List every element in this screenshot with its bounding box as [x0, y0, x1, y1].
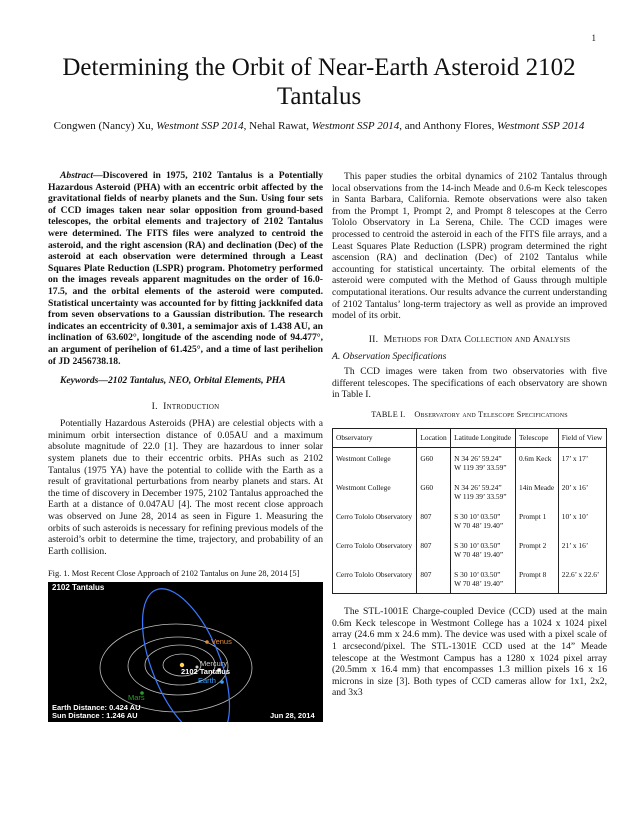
- section-heading-introduction: I. Introduction: [151, 400, 220, 412]
- paper-title: Determining the Orbit of Near-Earth Asteroid 2102 Tantalus: [62, 54, 576, 110]
- table-cell: S 30 10’ 03.50” W 70 48’ 19.40”: [451, 564, 516, 594]
- author-name: Congwen (Nancy) Xu: [53, 120, 151, 132]
- table-cell: 807: [417, 535, 451, 564]
- table-cell: Cerro Tololo Observatory: [333, 535, 417, 564]
- table-header-row: [333, 429, 607, 448]
- earth-distance-readout: Earth Distance: 0.424 AU: [52, 703, 141, 713]
- sun-distance-readout: Sun Distance : 1.246 AU: [52, 711, 138, 721]
- table-cell: 0.6m Keck: [516, 448, 559, 478]
- figure-caption: Fig. 1. Most Recent Close Approach of 2102 Tantalus on June 28, 2014 [5]: [48, 569, 300, 579]
- earth-dot: [220, 681, 224, 685]
- table-cell: Prompt 1: [516, 506, 559, 535]
- table-cell: G60: [417, 477, 451, 506]
- venus-dot: [205, 641, 209, 645]
- table-cell: Prompt 8: [516, 564, 559, 594]
- table-cell: N 34 26’ 59.24” W 119 39’ 33.59”: [451, 477, 516, 506]
- table-cell: 14in Meade: [516, 477, 559, 506]
- ccd-paragraph: The STL-1001E Charge-coupled Device (CCD) used at the main 0.6m Keck telescope in Westmont College has a 1024 x 1024 pixel array (24.6 mm x 24.6 mm). The device was used with a pixel scale of 1 arcsecond/pixel. The STL-1301E CCD used at the 14” Meade telescope at the Westmont Campus has a 1280 x 1024 pixel array (20.5mm x 16.4 mm) that encompasses 1.3 million pixels 16 x 16 microns in size [3]. Both types of CCD cameras allow for 1x1, 2x2, and 3x3: [332, 606, 607, 699]
- author-list: Congwen (Nancy) Xu, Westmont SSP 2014, Nehal Rawat, Westmont SSP 2014, and Anthony Flores, Westmont SSP 2014: [53, 120, 585, 132]
- asteroid-label: 2102 Tantalus: [181, 667, 231, 677]
- introduction-paragraph: Potentially Hazardous Asteroids (PHA) are celestial objects with a minimum orbit intersection distance of 0.05AU and a maximum absolute magnitude of 22.0 [1]. They are hazardous to inner solar system planets due to their eccentric orbits. PHAs such as 2102 Tantalus (1975 YA) have the potential to collide with the Earth as a result of gravitational perturbations from nearby planets and stars. At the time of discovery in December 1975, 2102 Tantalus approached the Earth at a distance of 0.047AU [4]. The most recent close approach was observed on June 28, 2014 as seen in Figure 1. Measuring the orbits of such asteroids is necessary for refining previous models of the asteroid’s orbit to determine the time, trajectory, and probability of an Earth collision.: [48, 418, 323, 557]
- table-cell: Westmont College: [333, 477, 417, 506]
- table-cell: Westmont College: [333, 448, 417, 478]
- table-header-cell: Telescope: [516, 429, 559, 448]
- table-header-cell: Location: [417, 429, 451, 448]
- keywords: Keywords—2102 Tantalus, NEO, Orbital Elements, PHA: [60, 375, 286, 387]
- table-cell: 17’ x 17’: [558, 448, 606, 478]
- date-readout: Jun 28, 2014: [270, 711, 315, 721]
- table-cell: S 30 10’ 03.50” W 70 48’ 19.40”: [451, 535, 516, 564]
- table-row: [333, 448, 607, 478]
- table-cell: 22.6’ x 22.6’: [558, 564, 606, 594]
- methods-paragraph: Th CCD images were taken from two observatories with five different telescopes. The specifications of each observatory are shown in Table I.: [332, 365, 607, 401]
- table-cell: 21’ x 16’: [558, 535, 606, 564]
- earth-label: Earth: [198, 676, 216, 686]
- abstract: [48, 170, 323, 367]
- table-cell: N 34 26’ 59.24” W 119 39’ 33.59”: [451, 448, 516, 478]
- table-header-cell: Observatory: [333, 429, 417, 448]
- table-cell: S 30 10’ 03.50” W 70 48’ 19.40”: [451, 506, 516, 535]
- table-cell: 807: [417, 564, 451, 594]
- table-cell: Cerro Tololo Observatory: [333, 564, 417, 594]
- table-cell: 10’ x 10’: [558, 506, 606, 535]
- table-cell: 20’ x 16’: [558, 477, 606, 506]
- abstract-label: Abstract: [60, 170, 94, 181]
- mars-label: Mars: [128, 693, 145, 703]
- page-number: 1: [591, 33, 596, 43]
- table-cell: G60: [417, 448, 451, 478]
- observatory-table: [332, 428, 607, 594]
- author-name: and Anthony Flores: [404, 120, 492, 132]
- table-row: [333, 506, 607, 535]
- table-row: [333, 477, 607, 506]
- table-row: [333, 535, 607, 564]
- intro-continuation-paragraph: This paper studies the orbital dynamics of 2102 Tantalus through local observations from the 14-inch Meade and 0.6-m Keck telescopes in Santa Barbara, California. Remote observations were also taken from the Prompt 1, Prompt 2, and Prompt 8 telescopes at the Cerro Tololo Observatory in La Serena, Chile. The CCD images were processed to centroid the asteroid in each of the FITS file arrays, and a Least Squares Plate Reduction (LSPR) program determined the right ascension (RA) and declination (Dec) of 2102 Tantalus while accounting for statistical uncertainty. The orbital elements of the asteroid were computed with the Method of Gauss through multiple computational iterations. Our results advance the current understanding of 2102 Tantalus’ long-term trajectory as well as provide an improved model of its orbit.: [332, 171, 607, 322]
- table-cell: Cerro Tololo Observatory: [333, 506, 417, 535]
- orbit-diagram: [48, 582, 323, 722]
- table-row: [333, 564, 607, 594]
- table-cell: 807: [417, 506, 451, 535]
- figure-header: 2102 Tantalus: [52, 583, 105, 593]
- author-affiliation: Westmont SSP 2014: [496, 120, 585, 132]
- table-header-cell: Field of View: [558, 429, 606, 448]
- mercury-label: Mercury: [200, 659, 228, 669]
- section-heading-methods: II. Methods for Data Collection and Analysis: [368, 333, 571, 345]
- table-header-cell: Latitude Longitude: [451, 429, 516, 448]
- author-name: Nehal Rawat: [249, 120, 307, 132]
- abstract-text: —Discovered in 1975, 2102 Tantalus is a Potentially Hazardous Asteroid (PHA) with an eccentric orbit affected by the gravitational fields of nearby planets and the Sun. Using four sets of CCD images taken near solar opposition from ground-based telescopes, the orbital elements and trajectory of 2102 Tantalus were determined. The FITS files were analyzed to centroid the asteroid, and the right ascension (RA) and declination (Dec) of the asteroid at each observation were determined through a Least Squares Plate Reduction (LSPR) program. Photometry performed on the images reveals apparent magnitudes on the order of 16.0-17.5, and the orbital elements of the asteroid were computed. Statistical uncertainty was accounted for by fitting jackknifed data from seven observations to a Gaussian distribution. The research indicates an eccentricity of 0.301, a semimajor axis of 1.438 AU, an inclination of 63.602°, longitude of the ascending node of 94.477°, an argument of perihelion of 61.425°, and a time of last perihelion of JD 2456738.18.: [48, 170, 323, 367]
- table-caption: TABLE I. Observatory and Telescope Specifications: [371, 409, 568, 419]
- table-cell: Prompt 2: [516, 535, 559, 564]
- figure-orbit-image: [48, 582, 323, 722]
- author-affiliation: Westmont SSP 2014: [311, 120, 400, 132]
- left-column: [48, 170, 323, 722]
- author-affiliation: Westmont SSP 2014: [156, 120, 244, 132]
- right-column: [332, 171, 607, 699]
- subsection-heading: A. Observation Specifications: [332, 351, 447, 363]
- venus-label: Venus: [211, 637, 232, 647]
